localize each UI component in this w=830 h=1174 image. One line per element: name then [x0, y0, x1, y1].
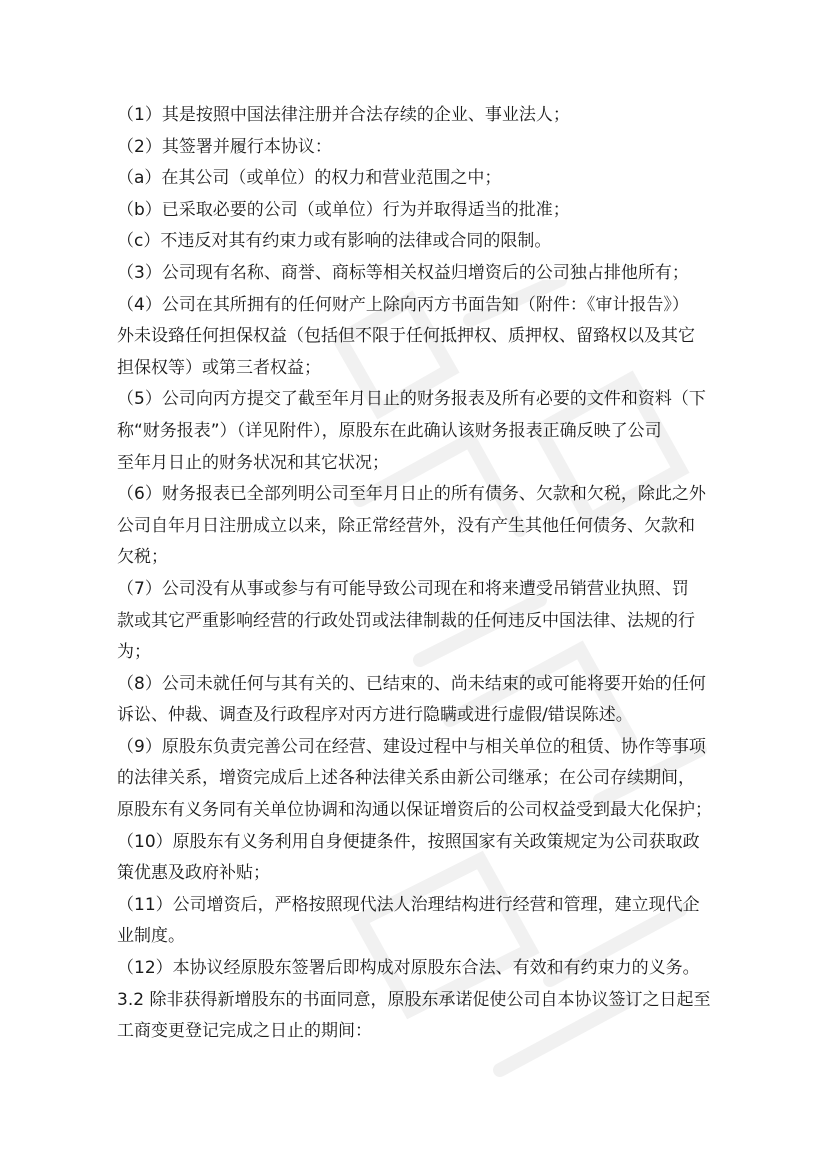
- clause-line: （12）本协议经原股东签署后即构成对原股东合法、有效和有约束力的义务。: [117, 958, 700, 979]
- clause-line: 工商变更登记完成之日止的期间：: [117, 1021, 372, 1042]
- clause-line: （8）公司未就任何与其有关的、已结束的、尚未结束的或可能将要开始的任何: [117, 673, 706, 694]
- clause-line: 的法律关系，增资完成后上述各种法律关系由新公司继承；在公司存续期间，: [117, 768, 695, 789]
- clause-line: 欠税；: [117, 547, 168, 568]
- clause-line: 至年月日止的财务状况和其它状况；: [117, 452, 389, 473]
- clause-line: 策优惠及政府补贴；: [117, 863, 270, 884]
- clause-line: （2）其签署并履行本协议：: [117, 136, 332, 157]
- clause-line: （b）已采取必要的公司（或单位）行为并取得适当的批准；: [117, 199, 570, 220]
- clause-line: 公司自年月日注册成立以来，除正常经营外，没有产生其他任何债务、欠款和: [117, 515, 695, 536]
- clause-line: 原股东有义务同有关单位协调和沟通以保证增资后的公司权益受到最大化保护；: [117, 800, 712, 821]
- clause-line: 为；: [117, 642, 151, 663]
- clause-line: （6）财务报表已全部列明公司至年月日止的所有债务、欠款和欠税，除此之外: [117, 484, 706, 505]
- clause-line: 业制度。: [117, 926, 185, 947]
- clause-line: 担保权等）或第三者权益；: [117, 357, 321, 378]
- clause-line: （11）公司增资后，严格按照现代法人治理结构进行经营和管理，建立现代企: [117, 894, 700, 915]
- clause-line: （10）原股东有义务利用自身便捷条件，按照国家有关政策规定为公司获取政: [117, 831, 700, 852]
- clause-line: 诉讼、仲裁、调查及行政程序对丙方进行隐瞒或进行虚假/错误陈述。: [117, 705, 633, 726]
- clause-line: （c）不违反对其有约束力或有影响的法律或合同的限制。: [117, 231, 552, 252]
- clause-line: 称“财务报表”）（详见附件），原股东在此确认该财务报表正确反映了公司: [117, 420, 662, 441]
- clause-line: （7）公司没有从事或参与有可能导致公司现在和将来遭受吊销营业执照、罚: [117, 578, 689, 599]
- clause-line: （a）在其公司（或单位）的权力和营业范围之中；: [117, 168, 502, 189]
- clause-line: （3）公司现有名称、商誉、商标等相关权益归增资后的公司独占排他所有；: [117, 262, 689, 283]
- clause-line: （9）原股东负责完善公司在经营、建设过程中与相关单位的租赁、协作等事项: [117, 736, 706, 757]
- clause-line: （4）公司在其所拥有的任何财产上除向丙方书面告知（附件：《审计报告》）: [117, 294, 689, 315]
- clause-line: 外未设臵任何担保权益（包括但不限于任何抵押权、质押权、留臵权以及其它: [117, 326, 695, 347]
- document-body: [117, 100, 717, 1048]
- clause-line: （5）公司向丙方提交了截至年月日止的财务报表及所有必要的文件和资料（下: [117, 389, 706, 410]
- clause-line: 款或其它严重影响经营的行政处罚或法律制裁的任何违反中国法律、法规的行: [117, 610, 695, 631]
- clause-line: （1）其是按照中国法律注册并合法存续的企业、事业法人；: [117, 105, 570, 125]
- clause-line: 3.2 除非获得新增股东的书面同意，原股东承诺促使公司自本协议签订之日起至: [117, 989, 711, 1010]
